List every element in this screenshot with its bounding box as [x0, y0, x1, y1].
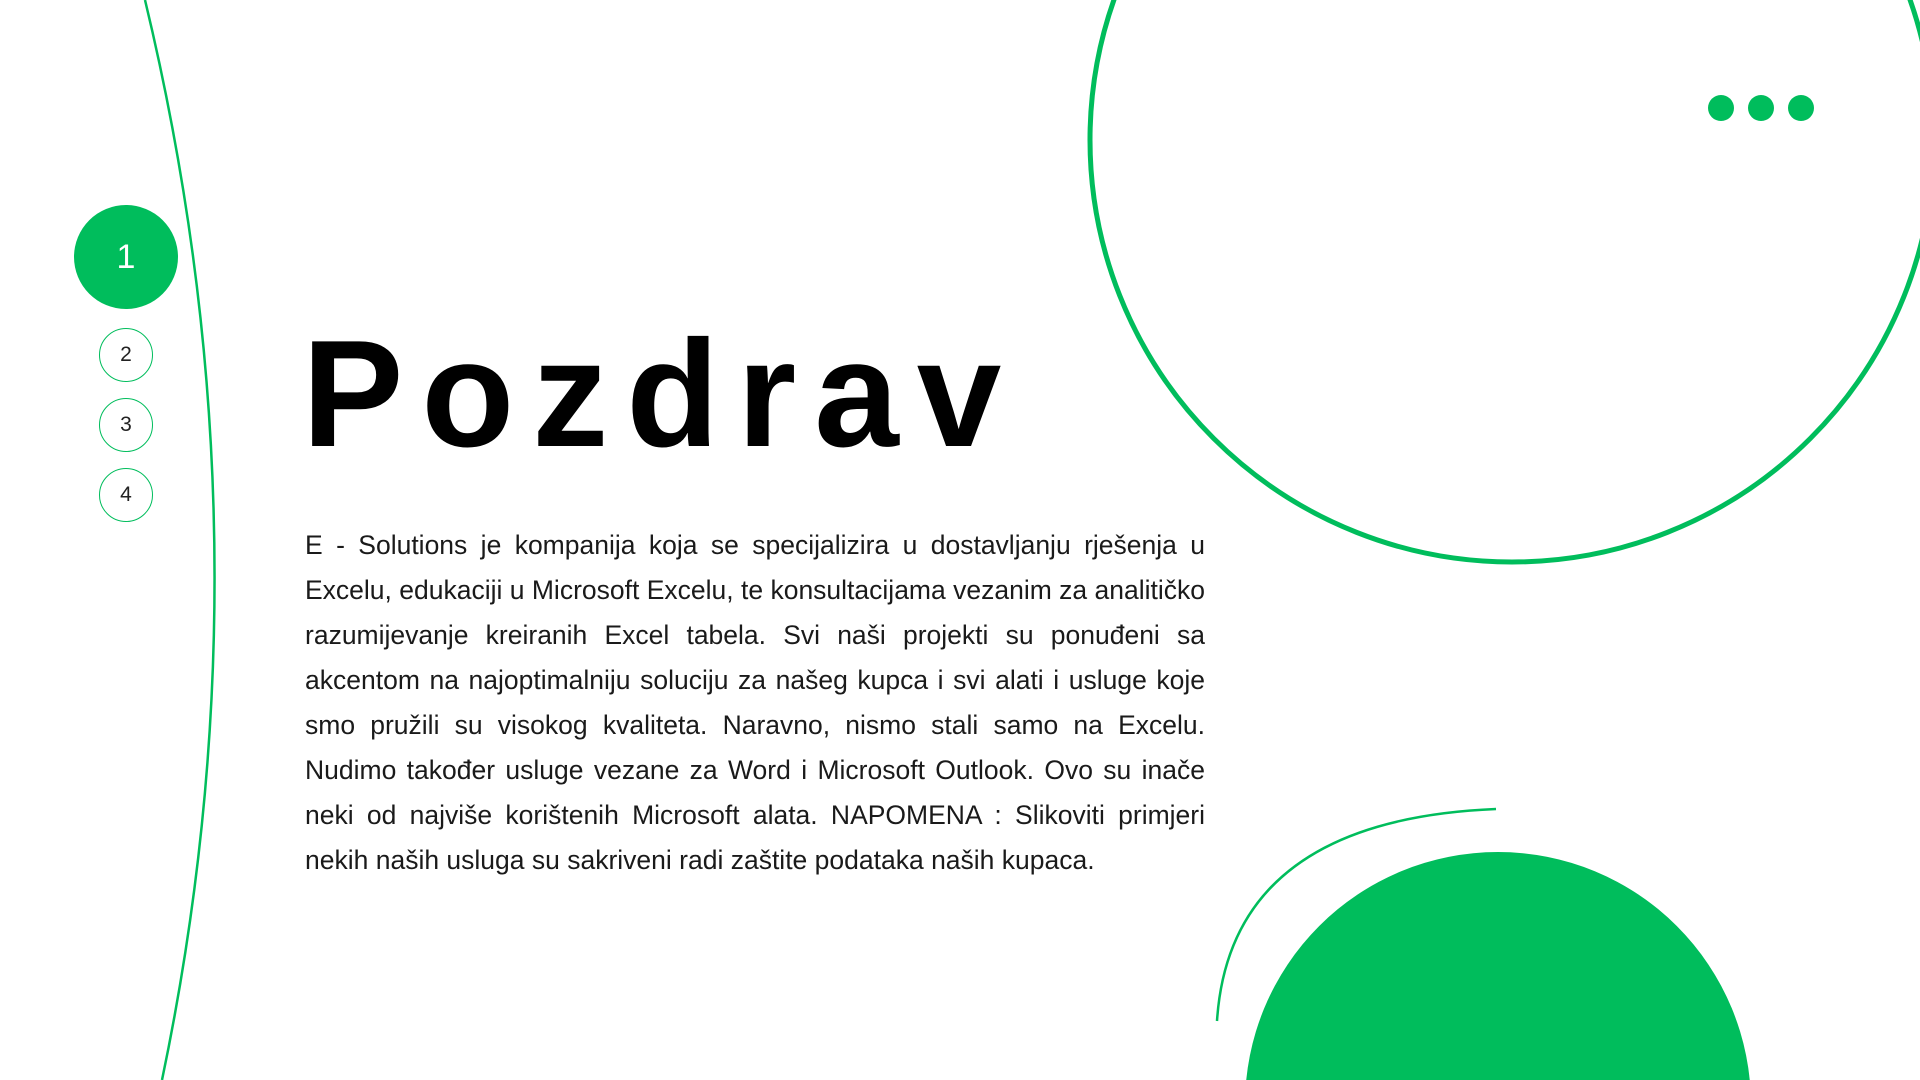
- nav-slide-2[interactable]: [99, 328, 153, 382]
- nav-slide-1[interactable]: [74, 205, 178, 309]
- bottom-right-filled-circle: [1245, 852, 1751, 1080]
- top-right-circle-outline: [1090, 0, 1920, 562]
- slide-body-text: E - Solutions je kompanija koja se specijalizira u dostavljanju rješenja u Excelu, edukaciji u Microsoft Excelu, te konsultacijama vezanim za analitičko razumijevanje kreiranih Excel tabela. Svi naši projekti su ponuđeni sa akcentom na najoptimalniju soluciju za našeg kupca i svi alati i usluge koje smo pružili su visokog kvaliteta. Naravno, nismo stali samo na Excelu. Nudimo također usluge vezane za Word i Microsoft Outlook. Ovo su inače neki od najviše korištenih Microsoft alata. NAPOMENA : Slikoviti primjeri nekih naših usluga su sakriveni radi zaštite podataka naših kupaca.: [305, 530, 1205, 875]
- more-dot: [1708, 95, 1734, 121]
- slide-title: Pozdrav: [302, 309, 1020, 479]
- more-dot: [1788, 95, 1814, 121]
- nav-slide-2-label: 2: [120, 343, 132, 366]
- nav-slide-4[interactable]: [99, 468, 153, 522]
- nav-slide-3[interactable]: [99, 398, 153, 452]
- nav-slide-4-label: 4: [120, 483, 132, 506]
- more-dot: [1748, 95, 1774, 121]
- nav-slide-3-label: 3: [120, 413, 132, 436]
- more-dots-icon[interactable]: [1708, 94, 1814, 122]
- left-arc-line: [145, 0, 215, 1080]
- nav-slide-1-label: 1: [116, 237, 136, 276]
